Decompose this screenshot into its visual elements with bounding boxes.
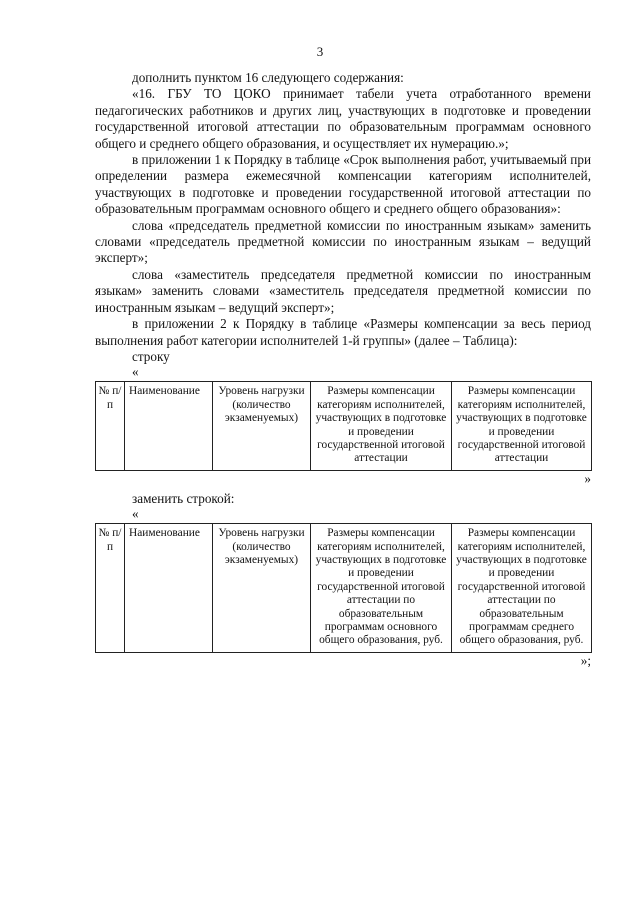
cell-number: № п/п	[96, 382, 125, 470]
paragraph-row-label: строку	[132, 348, 170, 364]
paragraph-replace-deputy: слова «заместитель председателя предметной комиссии по иностранным языкам» заменить словами «заместитель председателя предметной комиссии по иностранным языкам – ведущий эксперт»;	[95, 266, 591, 315]
cell-load-level: Уровень нагрузки (количество экзаменуемых)	[213, 382, 311, 470]
paragraph-appendix-1: в приложении 1 к Порядку в таблице «Срок выполнения работ, учитываемый при определении размера ежемесячной компенсации категориям исполнителей, участвующих в подготовке и проведении государственной итоговой аттестации по образовательным программам основного общего и среднего общего образования»:	[95, 152, 591, 217]
paragraph-item-16: «16. ГБУ ТО ЦОКО принимает табели учета отработанного времени педагогических работников и других лиц, участвующих в подготовке и проведении государственной итоговой аттестации по образовательным программам основного общего и среднего общего образования, и осуществляет их нумерацию.»;	[95, 86, 591, 151]
cell-name: Наименование	[125, 382, 213, 470]
paragraph-add-item: дополнить пунктом 16 следующего содержания:	[132, 70, 404, 85]
page-number: 3	[316, 44, 324, 59]
old-row-table	[95, 381, 592, 470]
new-row-table	[95, 523, 592, 653]
document-body	[95, 70, 591, 669]
paragraph-appendix-2: в приложении 2 к Порядку в таблице «Размеры компенсации за весь период выполнения работ категории исполнителей 1-й группы» (далее – Таблица):	[95, 316, 591, 348]
table-row	[96, 382, 592, 470]
cell-number: № п/п	[96, 524, 125, 653]
paragraph-replace-chair: слова «председатель предметной комиссии по иностранным языкам» заменить словами «председатель предметной комиссии по иностранным языкам – ведущий эксперт»;	[95, 217, 591, 266]
paragraph-replace-row: заменить строкой:	[132, 490, 235, 506]
cell-name: Наименование	[125, 524, 213, 653]
cell-compensation-secondary: Размеры компенсации категориям исполнителей, участвующих в подготовке и проведении государственной итоговой аттестации по образовательным программам среднего общего образования, руб.	[452, 524, 592, 653]
close-quote-1: »	[584, 470, 591, 486]
cell-compensation-a: Размеры компенсации категориям исполнителей, участвующих в подготовке и проведении государственной итоговой аттестации	[311, 382, 452, 470]
cell-compensation-b: Размеры компенсации категориям исполнителей, участвующих в подготовке и проведении государственной итоговой аттестации	[452, 382, 592, 470]
cell-load-level: Уровень нагрузки (количество экзаменуемых)	[213, 524, 311, 653]
open-quote-2: «	[132, 506, 139, 522]
close-quote-2: »;	[580, 652, 591, 668]
table-row	[96, 524, 592, 653]
cell-compensation-basic: Размеры компенсации категориям исполнителей, участвующих в подготовке и проведении государственной итоговой аттестации по образовательным программам основного общего образования, руб.	[311, 524, 452, 653]
open-quote-1: «	[132, 364, 139, 380]
